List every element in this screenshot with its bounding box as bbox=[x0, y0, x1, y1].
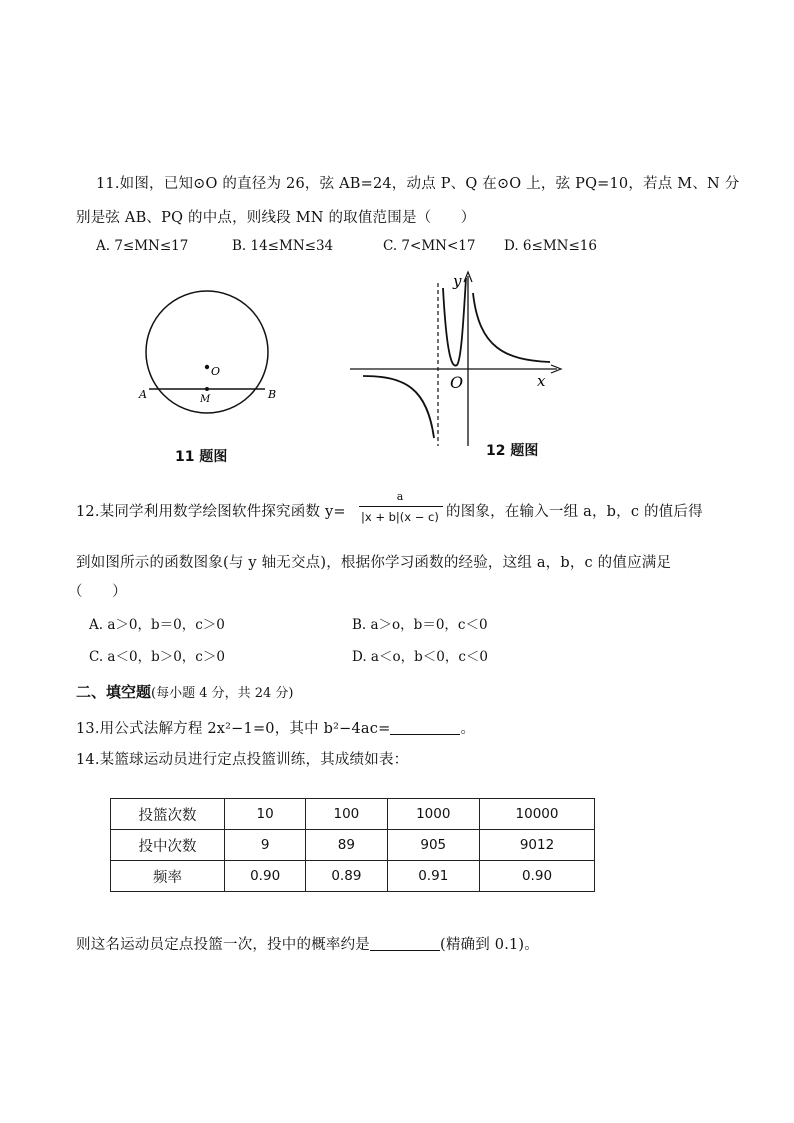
q14-question-suffix: (精确到 0.1)。 bbox=[440, 937, 539, 953]
table-row bbox=[111, 830, 595, 861]
table-cell: 0.91 bbox=[387, 861, 480, 892]
point-m-label: M bbox=[200, 394, 211, 405]
section-title-text: 二、填空题 bbox=[76, 683, 152, 701]
q14-intro: 14.某篮球运动员进行定点投篮训练，其成绩如表： bbox=[76, 752, 409, 768]
q14-question-prefix: 则这名运动员定点投篮一次，投中的概率约是 bbox=[76, 937, 370, 953]
table-cell: 100 bbox=[306, 799, 387, 830]
row-label-frequency: 频率 bbox=[111, 861, 225, 892]
table-row bbox=[111, 861, 595, 892]
section-note: (每小题 4 分，共 24 分) bbox=[151, 686, 294, 701]
q12-line-2: 到如图所示的函数图象(与 y 轴无交点)，根据你学习函数的经验，这组 a，b，c 的值应满足 bbox=[76, 555, 672, 571]
q11-option-a: A. 7≤MN≤17 bbox=[96, 238, 189, 254]
fraction-numerator: a bbox=[396, 490, 404, 503]
score-table bbox=[110, 798, 595, 892]
curve-left-branch bbox=[363, 376, 434, 438]
origin-label: O bbox=[450, 373, 464, 392]
figure-11-caption: 11 题图 bbox=[175, 449, 228, 465]
q12-option-a: A. a＞0，b＝0，c＞0 bbox=[89, 617, 225, 633]
table-cell: 0.90 bbox=[480, 861, 595, 892]
table-cell: 10000 bbox=[480, 799, 595, 830]
table-cell: 1000 bbox=[387, 799, 480, 830]
table-cell: 10 bbox=[225, 799, 306, 830]
table-cell: 905 bbox=[387, 830, 480, 861]
table-cell: 9012 bbox=[480, 830, 595, 861]
y-axis-label: y bbox=[453, 272, 462, 290]
q12-suffix: 的图象，在输入一组 a，b，c 的值后得 bbox=[446, 504, 703, 520]
q12-option-b: B. a＞o，b＝0，c＜0 bbox=[352, 617, 488, 633]
function-graph bbox=[345, 268, 570, 453]
circle-figure bbox=[130, 290, 290, 420]
table-cell: 0.90 bbox=[225, 861, 306, 892]
table-row bbox=[111, 799, 595, 830]
q12-prefix: 12.某同学利用数学绘图软件探究函数 y= bbox=[76, 504, 346, 520]
q14-question bbox=[76, 933, 539, 954]
q11-option-d: D. 6≤MN≤16 bbox=[504, 238, 597, 254]
center-label: O bbox=[211, 365, 221, 378]
q13-line bbox=[76, 717, 475, 738]
q12-option-c: C. a＜0，b＞0，c＞0 bbox=[89, 649, 225, 665]
x-axis-label: x bbox=[537, 372, 546, 390]
q13-answer-blank[interactable] bbox=[390, 720, 460, 735]
q11-line-1: 11.如图，已知⊙O 的直径为 26，弦 AB=24，动点 P、Q 在⊙O 上，弦 PQ=10，若点 M、N 分 bbox=[96, 176, 740, 192]
q13-prefix: 13.用公式法解方程 2x²−1=0，其中 b²−4ac= bbox=[76, 721, 391, 737]
midpoint-m bbox=[205, 387, 209, 391]
table-cell: 9 bbox=[225, 830, 306, 861]
q13-suffix: 。 bbox=[460, 721, 476, 737]
table-cell: 89 bbox=[306, 830, 387, 861]
q14-answer-blank[interactable] bbox=[370, 936, 440, 951]
q11-option-c: C. 7<MN<17 bbox=[383, 238, 476, 254]
table-cell: 0.89 bbox=[306, 861, 387, 892]
curve-middle-branch bbox=[443, 278, 466, 366]
section-title bbox=[76, 681, 294, 702]
q12-line-3: （ ） bbox=[68, 584, 127, 600]
row-label-attempts: 投篮次数 bbox=[111, 799, 225, 830]
q12-option-d: D. a＜o，b＜0，c＜0 bbox=[352, 649, 488, 665]
row-label-hits: 投中次数 bbox=[111, 830, 225, 861]
fraction-denominator: |x + b|(x − c) bbox=[361, 510, 439, 524]
function-fraction bbox=[357, 490, 443, 530]
figure-12-caption: 12 题图 bbox=[486, 443, 539, 459]
q11-line-2: 别是弦 AB、PQ 的中点，则线段 MN 的取值范围是（ ） bbox=[76, 210, 476, 226]
curve-right-branch bbox=[473, 293, 550, 362]
center-point bbox=[205, 365, 209, 369]
fraction-bar bbox=[359, 506, 443, 507]
point-a-label: A bbox=[139, 388, 147, 401]
point-b-label: B bbox=[268, 388, 277, 401]
q11-option-b: B. 14≤MN≤34 bbox=[232, 238, 334, 254]
